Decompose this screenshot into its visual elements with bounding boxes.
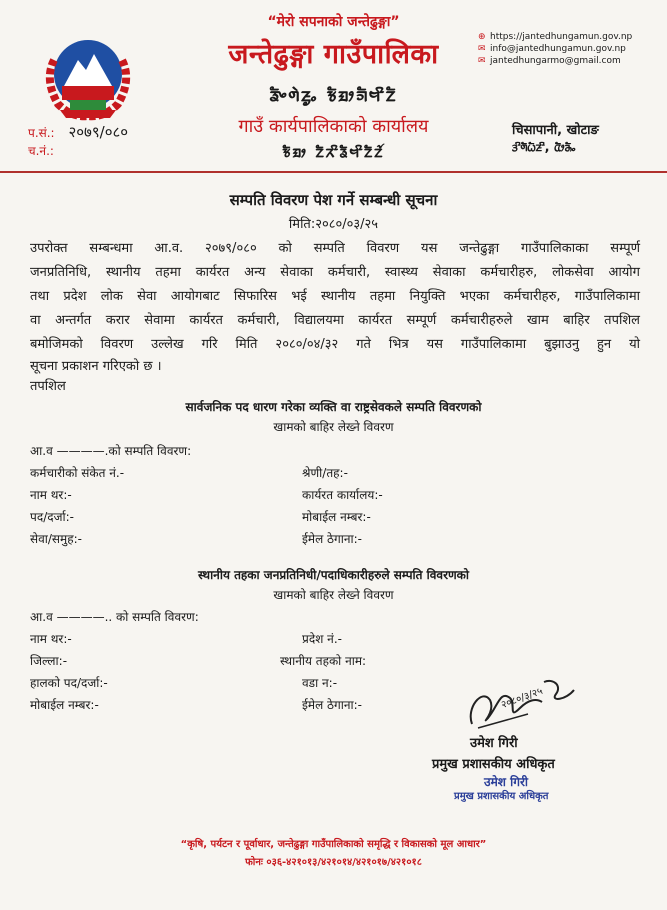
s2-field-mobile: मोबाईल नम्बर:- (30, 698, 99, 712)
notice-body-line: वा अन्तर्गत करार सेवामा कार्यरत कर्मचारी, विद्यालयमा कार्यरत सम्पूर्ण कर्मचारीहरुले खाम बाहिर तपशिल (30, 313, 640, 328)
signatory-designation: प्रमुख प्रशासकीय अधिकृत (432, 757, 555, 772)
s1-field-post: पद/दर्जा:- (30, 510, 74, 524)
s1-field-email: ईमेल ठेगाना:- (302, 532, 362, 546)
s2-field-email: ईमेल ठेगाना:- (302, 698, 362, 712)
tapashil-heading: तपशिल (30, 379, 66, 394)
s1-field-service: सेवा/समुह:- (30, 532, 82, 546)
section1-title: सार्वजनिक पद धारण गरेका व्यक्ति वा राष्ट्रसेवकले सम्पति विवरणको (185, 400, 482, 414)
notice-body-line: बमोजिमको विवरण उल्लेख गरि मिति २०८०/०४/३२ गते भित्र यस गाउँपालिकामा बुझाउनु हुन यो (30, 337, 640, 352)
section2-title: स्थानीय तहका जनप्रतिनिधी/पदाधिकारीहरुले सम्पति विवरणको (197, 568, 470, 582)
notice-body-line: जनप्रतिनिधि, स्थानीय तहमा कार्यरत अन्य सेवाका कर्मचारी, स्वास्थ्य सेवाका कर्मचारीहरु, लोकसेवा आयोग (30, 265, 640, 280)
notice-body-line: सूचना प्रकाशन गरिएको छ । (30, 359, 162, 374)
org-title-local-script: ᤕᤠᤴᤛᤧᤏᤢᤱ ᤃᤠᤀᤣᤈᤠᤗᤡᤁᤠ (269, 82, 398, 106)
ref-number: प.सं.: २०७९/०८० (28, 123, 129, 141)
s1-field-code: कर्मचारीको संकेत नं.- (30, 466, 125, 480)
globe-icon: ⊕ (478, 32, 486, 42)
s1-field-name: नाम थर:- (30, 488, 72, 502)
s2-field-post: हालको पद/दर्जा:- (30, 676, 108, 690)
address: चिसापानी, खोटाङ (512, 123, 599, 138)
notice-body-line: तथा प्रदेश लोक सेवा आयोगबाट सिफारिस भई स्थानीय तहमा नियुक्ति भएका कर्मचारीहरु, गाउँपालिकामा (30, 289, 640, 304)
ref-number-value: २०७९/०८० (68, 123, 129, 141)
contact-gmail[interactable]: ✉ jantedhungarmo@gmail.com (478, 56, 621, 66)
dispatch-number: च.नं.: (28, 144, 54, 158)
office-title-local-script: ᤃᤠᤀᤣ ᤁᤠᤖᤡᤕᤠᤗᤡᤁᤠᤁᤨ (282, 142, 385, 162)
s1-field-office: कार्यरत कार्यालय:- (302, 488, 383, 502)
mail-icon: ✉ (478, 56, 486, 66)
stamp-designation: प्रमुख प्रशासकीय अधिकृत (454, 791, 549, 802)
s1-field-level: श्रेणी/तह:- (302, 466, 348, 480)
address-local-script: ᤋᤡᤛᤠᤐᤠᤏᤡ, ᤂᤥᤌᤠᤱ (512, 140, 576, 155)
s1-field-mobile: मोबाईल नम्बर:- (302, 510, 371, 524)
mail-icon: ✉ (478, 44, 486, 54)
s2-field-local-level: स्थानीय तहको नाम: (280, 654, 367, 668)
contact-website[interactable]: ⊕ https://jantedhungamun.gov.np (478, 32, 633, 42)
section1-subtitle: खामको बाहिर लेख्ने विवरण (273, 420, 394, 434)
footer-slogan: “कृषि, पर्यटन र पूर्वाधार, जन्तेढुङ्गा गाउँपालिकाको समृद्धि र विकासको मूल आधार” (180, 839, 487, 850)
section2-subtitle: खामको बाहिर लेख्ने विवरण (273, 588, 394, 602)
s2-field-district: जिल्ला:- (30, 654, 68, 668)
header-slogan: “मेरो सपनाको जन्तेढुङ्गा” (267, 14, 400, 30)
s2-field-name: नाम थर:- (30, 632, 72, 646)
section2-fiscal-year: आ.व ————.. को सम्पति विवरण: (30, 610, 199, 624)
office-title: गाउँ कार्यपालिकाको कार्यालय (238, 116, 429, 137)
footer-phone: फोनः ०३६-४२१०१३/४२१०१४/४२१०१७/४२१०१८ (245, 857, 422, 868)
s2-field-province: प्रदेश नं.- (302, 632, 342, 646)
org-title: जन्तेढुङ्गा गाउँपालिका (228, 39, 439, 70)
s2-field-ward: वडा न:- (302, 676, 338, 690)
contact-email[interactable]: ✉ info@jantedhungamun.gov.np (478, 44, 626, 54)
notice-body-line: उपरोक्त सम्बन्धमा आ.व. २०७९/०८० को सम्पति विवरण यस जन्तेढुङ्गा गाउँपालिकाका सम्पूर्ण (30, 241, 640, 256)
notice-date: मिति:२०८०/०३/२५ (288, 217, 379, 232)
stamp-name: उमेश गिरी (484, 775, 528, 789)
signature-date: २०८०/३/२५ (499, 685, 545, 711)
header-divider (0, 171, 667, 173)
notice-title: सम्पति विवरण पेश गर्ने सम्बन्धी सूचना (229, 191, 438, 209)
signatory-name: उमेश गिरी (470, 736, 518, 751)
section1-fiscal-year: आ.व ————.को सम्पति विवरण: (30, 444, 192, 458)
